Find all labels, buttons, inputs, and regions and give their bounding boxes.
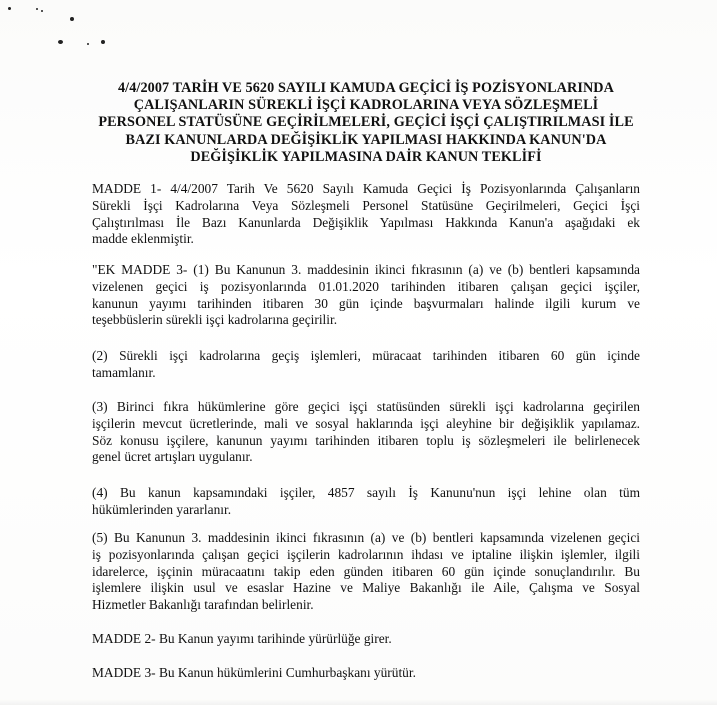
title-line: PERSONEL STATÜSÜNE GEÇİRİLMELERİ, GEÇİCİ İŞÇİ ÇALIŞTIRILMASI İLE: [98, 114, 634, 131]
text-line: MADDE 1- 4/4/2007 Tarih Ve 5620 Sayılı Kamuda Geçici İş Pozisyonlarında Çalışanların: [92, 181, 640, 196]
title-line: ÇALIŞANLARIN SÜREKLİ İŞÇİ KADROLARINA VEYA SÖZLEŞMELİ: [133, 97, 599, 114]
text-line: işçilerin mevcut ücretlerinde, mali ve sosyal haklarında işçi aleyhine bir değişiklik yapılamaz.: [92, 415, 640, 431]
scan-edge: [0, 699, 717, 705]
clause-2: [92, 348, 640, 382]
additional-article-3-clause-1: [92, 262, 640, 329]
text-line: iş pozisyonlarında çalışan geçici işçilerin kadrolarının ihdası ve iptaline ilişkin işlemler, ilgili: [92, 546, 640, 562]
scan-speck: [58, 40, 63, 44]
scan-speck: [8, 7, 11, 10]
clause-4: [92, 485, 640, 519]
text-line: vizelenen geçici iş pozisyonlarında 01.01.2020 tarihinden itibaren çalışan geçici işçiler,: [92, 278, 640, 294]
scan-speck: [41, 10, 43, 12]
text-line: (5) Bu Kanunun 3. maddesinin ikinci fıkrasının (a) ve (b) bentleri kapsamında vizelenen geçici: [92, 530, 640, 545]
clause-5: [92, 530, 640, 614]
article-2: [92, 631, 640, 648]
text-line: MADDE 3- Bu Kanun hükümlerini Cumhurbaşkanı yürütür.: [92, 665, 416, 680]
title-line: BAZI KANUNLARDA DEĞİŞİKLİK YAPILMASI HAKKINDA KANUN'DA: [125, 131, 607, 148]
scan-speck: [36, 8, 38, 10]
text-line: "EK MADDE 3- (1) Bu Kanunun 3. maddesinin ikinci fıkrasının (a) ve (b) bentleri kapsamında: [92, 262, 640, 277]
text-line: genel ücret artışları uygulanır.: [92, 449, 253, 465]
text-line: işlemlere ilişkin usul ve esaslar Hazine ve Maliye Bakanlığı ile Aile, Çalışma ve Sosyal: [92, 580, 640, 596]
article-3: [92, 665, 640, 682]
clause-3: [92, 399, 640, 466]
article-1: [92, 181, 640, 248]
title-line: DEĞİŞİKLİK YAPILMASINA DAİR KANUN TEKLİFİ: [190, 148, 542, 165]
text-line: idarelerce, işçinin müracaatını takip eden günden itibaren 60 gün içinde sonuçlandırılır. Bu: [92, 563, 640, 579]
text-line: madde eklenmiştir.: [92, 231, 194, 247]
text-line: kanunun yayımı tarihinden itibaren 30 gün içinde başvurmaları halinde ilgili kurum ve: [92, 295, 640, 311]
text-line: Sürekli İşçi Kadrolarına Veya Sözleşmeli Personel Statüsüne Geçirilmeleri, Geçici İşçi: [92, 197, 640, 213]
document-title: [96, 80, 636, 166]
scan-speck: [101, 40, 105, 44]
text-line: MADDE 2- Bu Kanun yayımı tarihinde yürürlüğe girer.: [92, 631, 392, 646]
text-line: Çalıştırılması İle Bazı Kanunlarda Değişiklik Yapılması Hakkında Kanun'a aşağıdaki ek: [92, 214, 640, 230]
text-line: (4) Bu kanun kapsamındaki işçiler, 4857 sayılı İş Kanunu'nun işçi lehine olan tüm: [92, 485, 640, 500]
text-line: tamamlanır.: [92, 364, 156, 380]
text-line: (2) Sürekli işçi kadrolarına geçiş işlemleri, müracaat tarihinden itibaren 60 gün içinde: [92, 348, 640, 363]
text-line: (3) Birinci fıkra hükümlerine göre geçici işçi statüsünden sürekli işçi kadrolarına geçirilen: [92, 399, 640, 414]
text-line: teşebbüslerin sürekli işçi kadrolarına geçirilir.: [92, 312, 338, 328]
scan-speck: [70, 17, 74, 21]
text-line: Hizmetler Bakanlığı tarafından belirlenir.: [92, 597, 314, 613]
title-line: 4/4/2007 TARİH VE 5620 SAYILI KAMUDA GEÇİCİ İŞ POZİSYONLARINDA: [117, 80, 615, 96]
scan-speck: [87, 43, 89, 45]
text-line: hükümlerinden yararlanır.: [92, 501, 232, 517]
text-line: Söz konusu işçilere, kanunun yayımı tarihinden itibaren toplu iş sözleşmeleri ile belirlenecek: [92, 432, 640, 448]
